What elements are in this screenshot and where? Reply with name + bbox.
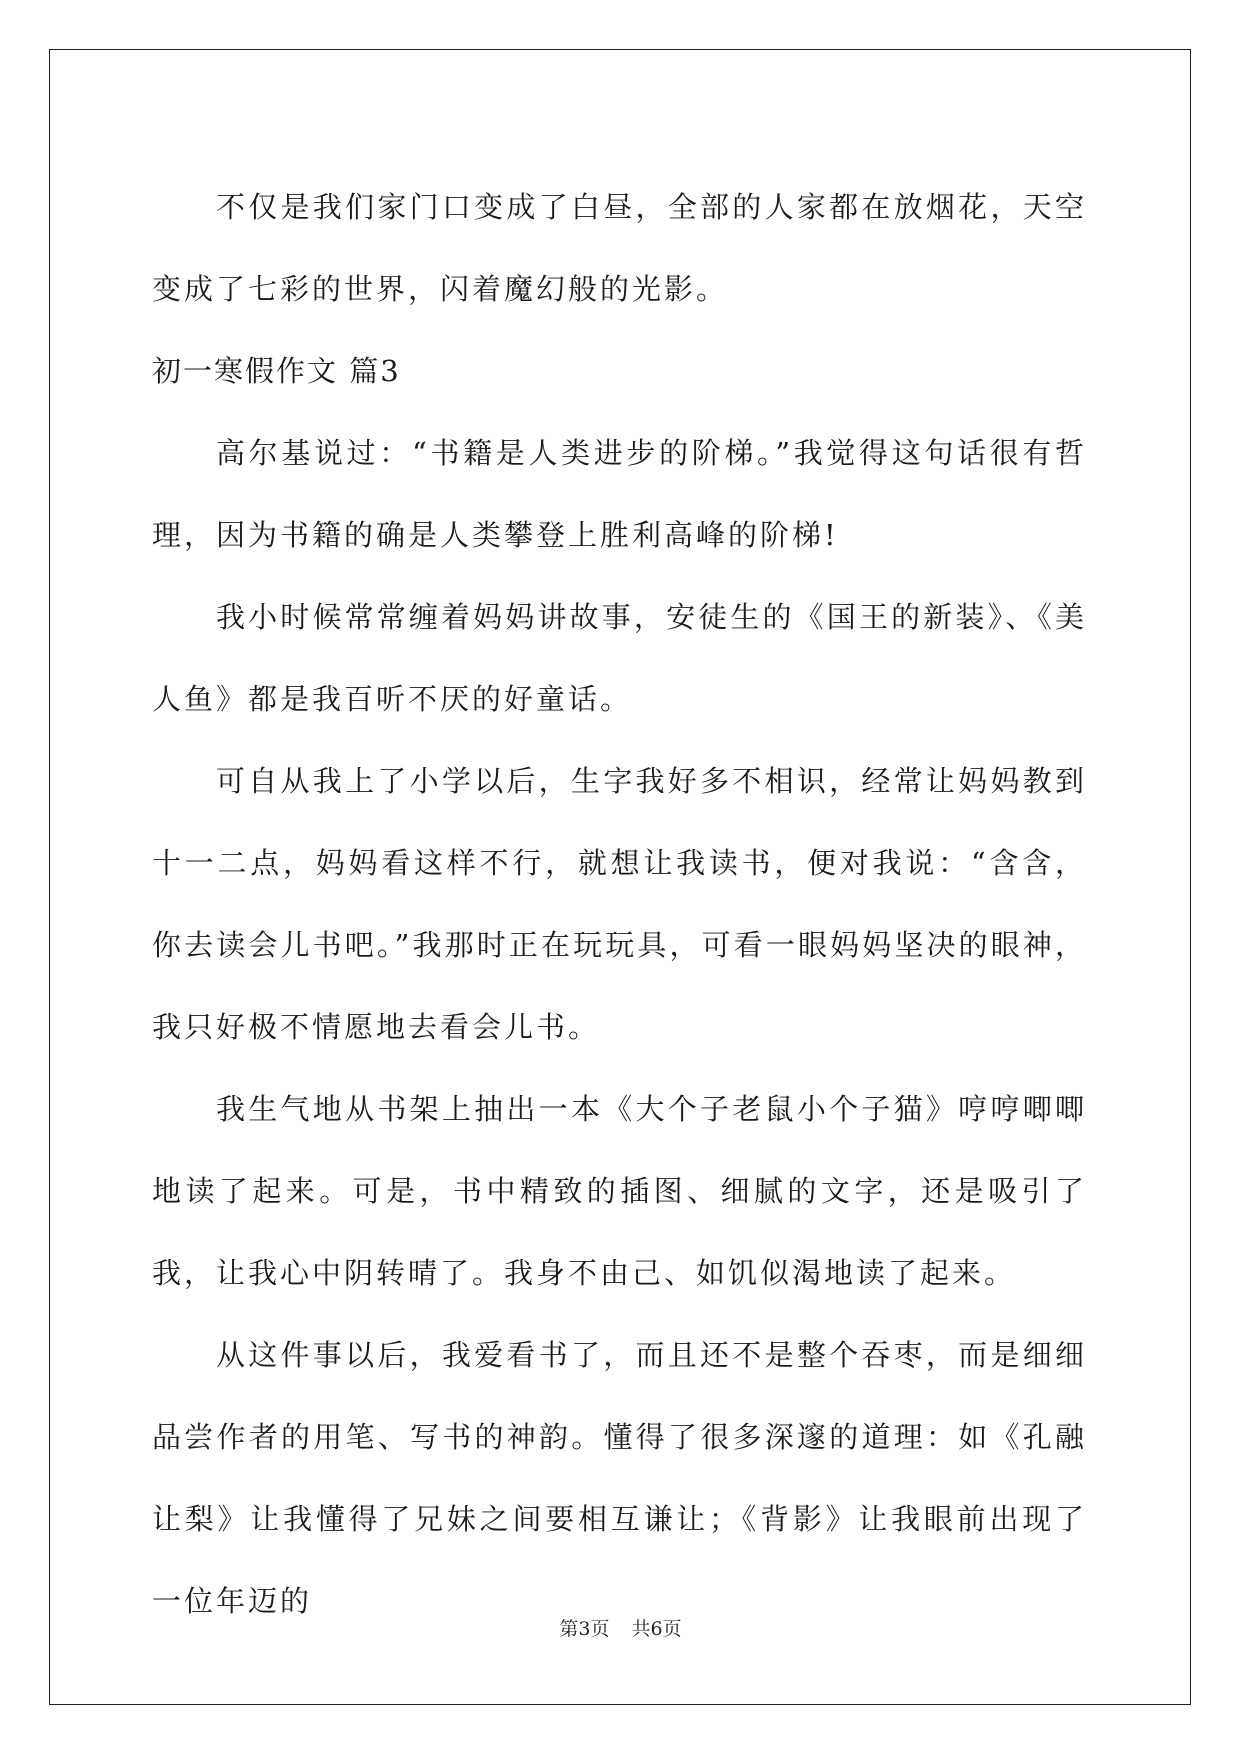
- page-footer: [0, 1614, 1241, 1641]
- paragraph: 可自从我上了小学以后，生字我好多不相识，经常让妈妈教到十一二点，妈妈看这样不行，就想让我读书，便对我说：“含含，你去读会儿书吧。”我那时正在玩玩具，可看一眼妈妈坚决的眼神，我只好极不情愿地去看会儿书。: [152, 764, 1087, 1044]
- page-number-total: 共6页: [631, 1618, 682, 1640]
- paragraph: 我生气地从书架上抽出一本《大个子老鼠小个子猫》哼哼唧唧地读了起来。可是，书中精致的插图、细腻的文字，还是吸引了我，让我心中阴转晴了。我身不由己、如饥似渴地读了起来。: [152, 1092, 1087, 1290]
- paragraph: 我小时候常常缠着妈妈讲故事，安徒生的《国王的新装》、《美人鱼》都是我百听不厌的好童话。: [152, 600, 1087, 716]
- document-body: [152, 166, 1087, 1642]
- paragraph: 从这件事以后，我爱看书了，而且还不是整个吞枣，而是细细品尝作者的用笔、写书的神韵。懂得了很多深邃的道理：如《孔融让梨》让我懂得了兄妹之间要相互谦让；《背影》让我眼前出现了一位年迈的: [152, 1338, 1087, 1618]
- paragraph: 高尔基说过：“书籍是人类进步的阶梯。”我觉得这句话很有哲理，因为书籍的确是人类攀登上胜利高峰的阶梯!: [152, 436, 1087, 552]
- page-number-current: 第3页: [559, 1618, 610, 1640]
- section-heading: 初一寒假作文 篇3: [152, 354, 401, 388]
- paragraph: 不仅是我们家门口变成了白昼，全部的人家都在放烟花，天空变成了七彩的世界，闪着魔幻般的光影。: [152, 190, 1087, 306]
